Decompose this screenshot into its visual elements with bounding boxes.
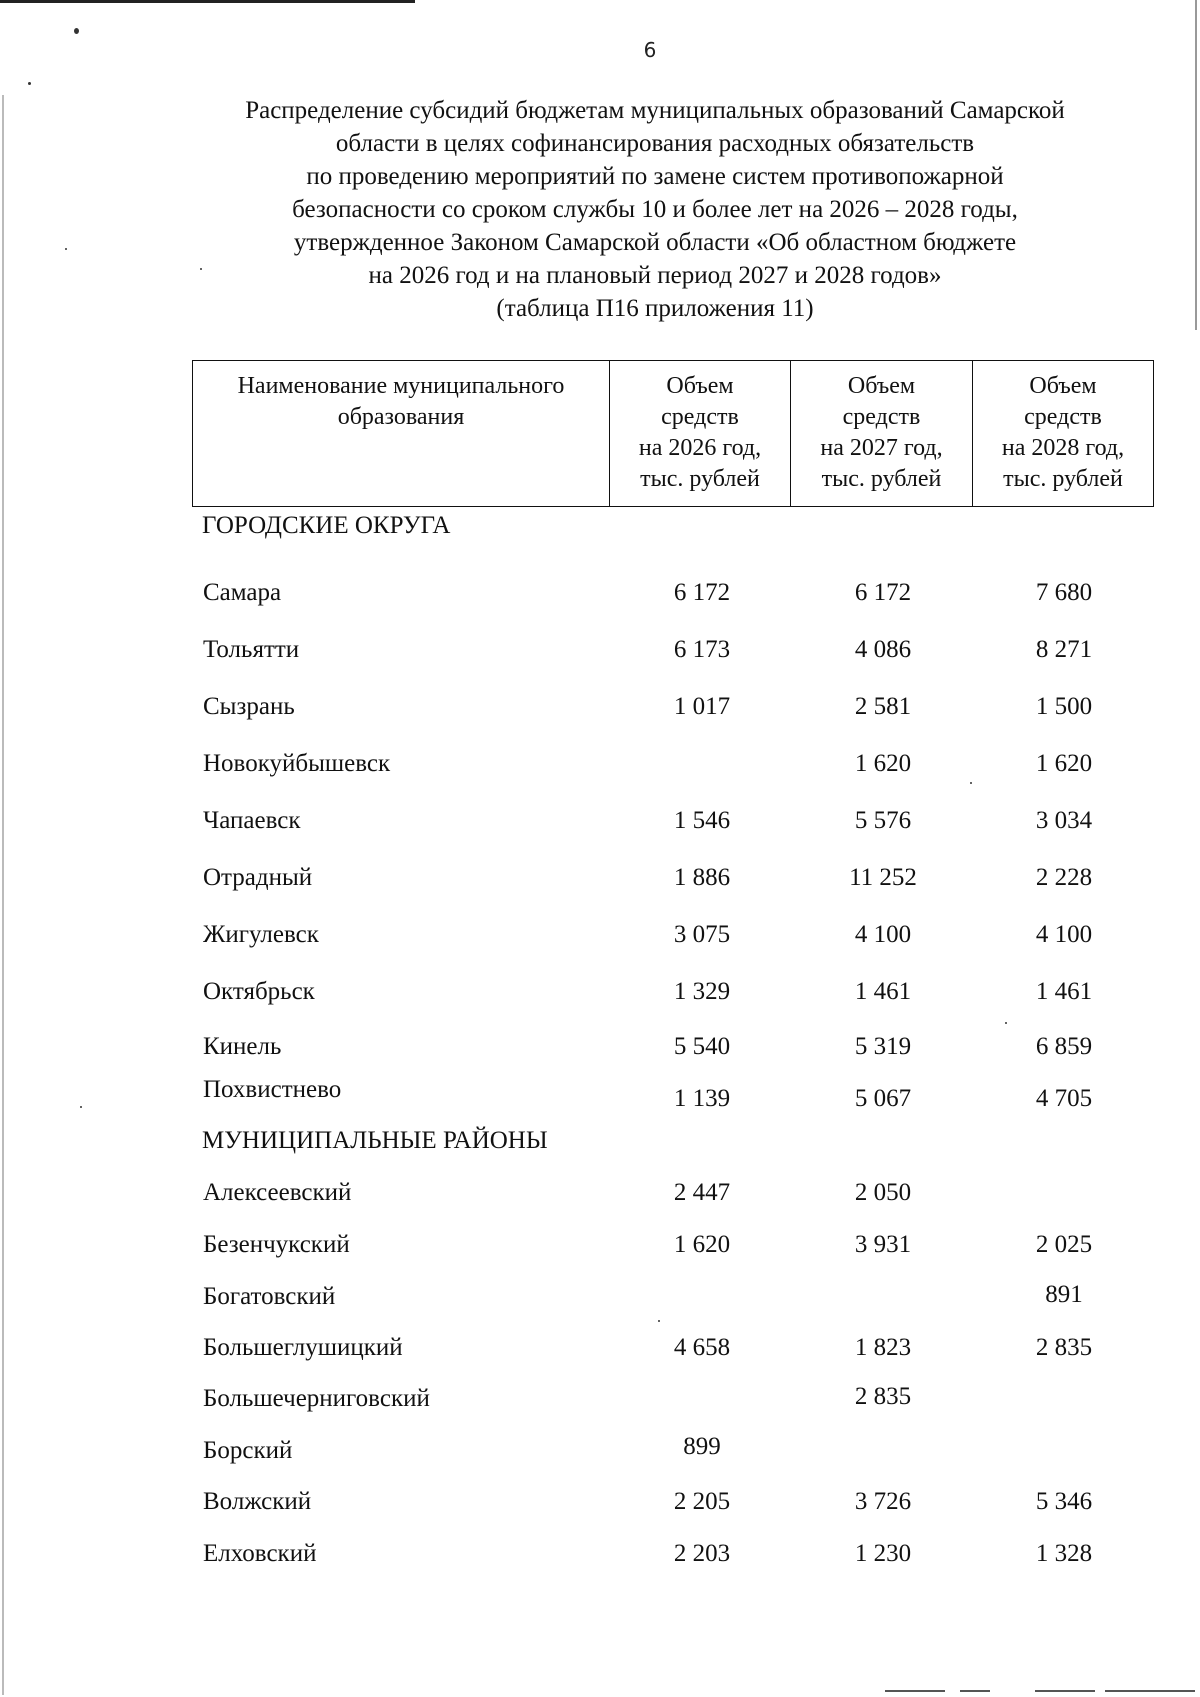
- row-value-2026: 2 203: [673, 1540, 731, 1567]
- table-row: [0, 1537, 1200, 1571]
- table-row: [0, 1382, 1200, 1416]
- table-row: [0, 576, 1200, 610]
- table-row: [0, 747, 1200, 781]
- row-value-2028: 891: [1045, 1281, 1083, 1308]
- table-row: [0, 690, 1200, 724]
- header-line: тыс. рублей: [821, 466, 942, 492]
- row-name: Елховский: [203, 1540, 317, 1567]
- section-title: ГОРОДСКИЕ ОКРУГА: [202, 512, 451, 539]
- row-value-2026: 1 139: [673, 1085, 731, 1112]
- row-value-2028: 7 680: [1035, 579, 1093, 606]
- row-value-2028: 1 620: [1035, 750, 1093, 777]
- row-value-2026: 6 173: [673, 636, 731, 663]
- header-line: на 2027 год,: [820, 435, 943, 461]
- row-value-2026: 2 205: [673, 1488, 731, 1515]
- row-name: Большеглушицкий: [203, 1334, 403, 1361]
- row-value-2027: 4 100: [854, 921, 912, 948]
- row-name: Волжский: [203, 1488, 312, 1515]
- table-row: [0, 1280, 1200, 1314]
- row-value-2028: 2 228: [1035, 864, 1093, 891]
- table-row: [0, 975, 1200, 1009]
- header-line: средств: [1024, 404, 1102, 430]
- row-name: Самара: [203, 579, 282, 606]
- row-name: Октябрьск: [203, 978, 315, 1005]
- row-value-2027: 2 050: [854, 1179, 912, 1206]
- row-value-2027: 5 067: [854, 1085, 912, 1112]
- row-name: Новокуйбышевск: [203, 750, 391, 777]
- header-line: средств: [842, 404, 921, 430]
- row-value-2026: 1 329: [673, 978, 731, 1005]
- row-value-2027: 1 230: [854, 1540, 912, 1567]
- header-line: Объем: [847, 373, 916, 399]
- row-value-2026: 1 546: [673, 807, 731, 834]
- row-value-2026: 1 017: [673, 693, 731, 720]
- header-line: тыс. рублей: [1003, 466, 1123, 492]
- row-name: Сызрань: [203, 693, 295, 720]
- row-value-2027: 2 835: [854, 1383, 912, 1410]
- table-row: [0, 633, 1200, 667]
- row-value-2028: 1 461: [1035, 978, 1093, 1005]
- title-line: области в целях софинансирования расходных обязательств: [335, 130, 975, 157]
- header-line: образования: [337, 404, 465, 430]
- table-row: [0, 804, 1200, 838]
- row-value-2027: 4 086: [854, 636, 912, 663]
- title-line: на 2026 год и на плановый период 2027 и 2028 годов»: [368, 262, 942, 289]
- row-value-2026: 6 172: [673, 579, 731, 606]
- table-row: [0, 1331, 1200, 1365]
- row-value-2028: 4 100: [1035, 921, 1093, 948]
- row-name: Кинель: [203, 1033, 282, 1060]
- row-value-2028: 4 705: [1035, 1085, 1093, 1112]
- row-value-2027: 1 461: [854, 978, 912, 1005]
- table-row: [0, 1485, 1200, 1519]
- row-name: Тольятти: [203, 636, 300, 663]
- row-value-2026: 4 658: [673, 1334, 731, 1361]
- row-name: Безенчукский: [203, 1231, 350, 1258]
- header-line: Объем: [1029, 373, 1097, 399]
- table-row: [0, 918, 1200, 952]
- row-value-2027: 11 252: [849, 864, 917, 891]
- section-title: МУНИЦИПАЛЬНЫЕ РАЙОНЫ: [202, 1127, 548, 1154]
- table-row: [0, 861, 1200, 895]
- row-value-2026: 3 075: [673, 921, 731, 948]
- row-name: Борский: [203, 1437, 293, 1464]
- row-value-2027: 5 319: [854, 1033, 912, 1060]
- table-row: [0, 1176, 1200, 1210]
- row-name: Похвистнево: [203, 1076, 342, 1103]
- row-value-2027: 1 823: [854, 1334, 912, 1361]
- row-name: Чапаевск: [203, 807, 301, 834]
- title-line: (таблица П16 приложения 11): [496, 295, 814, 322]
- row-value-2028: 8 271: [1035, 636, 1093, 663]
- row-value-2026: 1 620: [673, 1231, 731, 1258]
- header-line: на 2026 год,: [638, 435, 762, 461]
- header-line: Наименование муниципального: [237, 373, 565, 399]
- row-value-2028: 3 034: [1035, 807, 1093, 834]
- header-line: тыс. рублей: [640, 466, 760, 492]
- row-name: Отрадный: [203, 864, 313, 891]
- row-value-2028: 2 025: [1035, 1231, 1093, 1258]
- page-number: 6: [643, 38, 657, 62]
- row-name: Алексеевский: [203, 1179, 352, 1206]
- row-value-2027: 2 581: [854, 693, 912, 720]
- row-value-2027: 6 172: [854, 579, 912, 606]
- row-value-2028: 1 328: [1035, 1540, 1093, 1567]
- header-line: средств: [661, 404, 739, 430]
- header-line: на 2028 год,: [1001, 435, 1125, 461]
- row-value-2026: 5 540: [673, 1033, 731, 1060]
- title-line: по проведению мероприятий по замене систем противопожарной: [306, 163, 1004, 190]
- row-name: Большечерниговский: [203, 1385, 430, 1412]
- title-line: безопасности со сроком службы 10 и более лет на 2026 – 2028 годы,: [292, 196, 1018, 223]
- row-value-2026: 899: [683, 1433, 721, 1460]
- row-name: Жигулевск: [203, 921, 319, 948]
- row-value-2028: 2 835: [1035, 1334, 1093, 1361]
- row-value-2027: 1 620: [854, 750, 912, 777]
- row-value-2027: 3 726: [854, 1488, 912, 1515]
- title-line: Распределение субсидий бюджетам муниципальных образований Самарской: [245, 97, 1065, 124]
- row-value-2028: 1 500: [1035, 693, 1093, 720]
- title-line: утвержденное Законом Самарской области «Об областном бюджете: [293, 229, 1017, 256]
- table-row: [0, 1073, 1200, 1112]
- table-row: [0, 1228, 1200, 1262]
- row-name: Богатовский: [203, 1283, 336, 1310]
- header-line: Объем: [666, 373, 734, 399]
- row-value-2028: 5 346: [1035, 1488, 1093, 1515]
- row-value-2027: 5 576: [854, 807, 912, 834]
- row-value-2028: 6 859: [1035, 1033, 1093, 1060]
- row-value-2027: 3 931: [854, 1231, 912, 1258]
- row-value-2026: 2 447: [673, 1179, 731, 1206]
- table-row: [0, 1434, 1200, 1468]
- row-value-2026: 1 886: [673, 864, 731, 891]
- table-row: [0, 1030, 1200, 1064]
